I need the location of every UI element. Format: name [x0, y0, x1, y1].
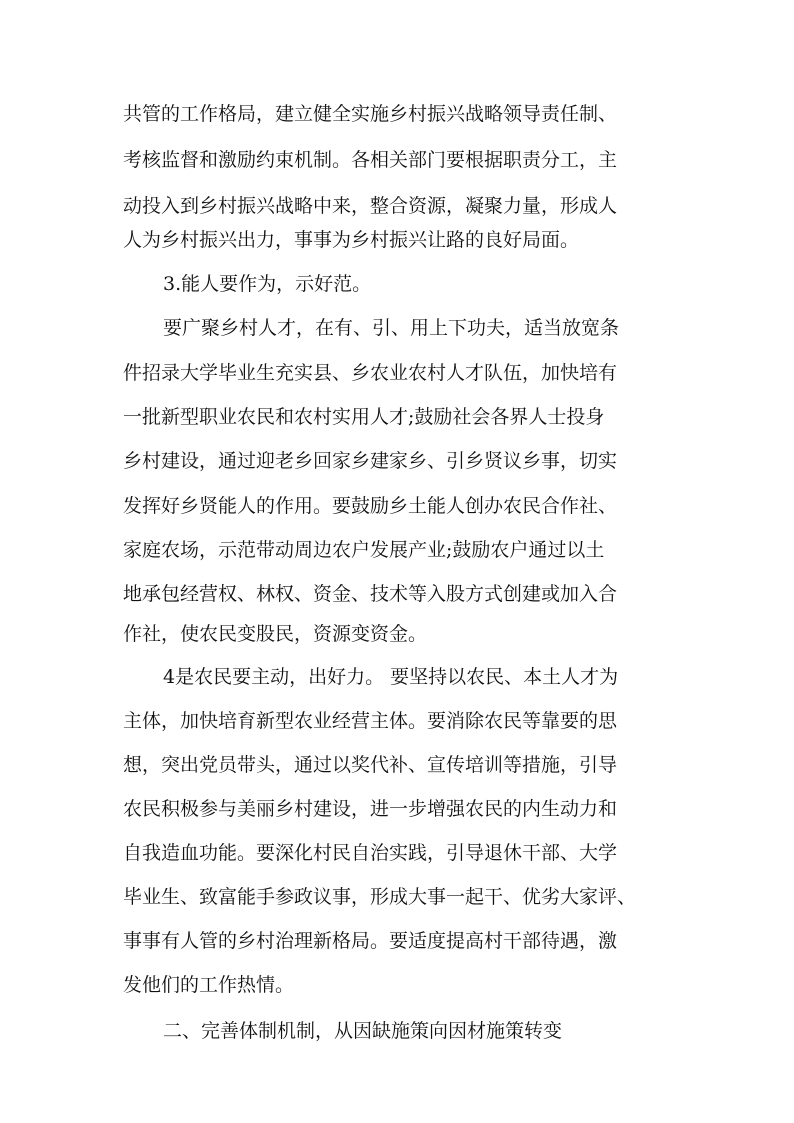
- body-text-line: 要广聚乡村人才，在有、引、用上下功夫，适当放宽条: [163, 317, 620, 339]
- body-text-line: 件招录大学毕业生充实县、乡农业农村人才队伍，加快培有: [123, 362, 618, 384]
- body-text-line: 考核监督和激励约束机制。各相关部门要根据职责分工，主: [123, 149, 618, 171]
- body-text-line: 发挥好乡贤能人的作用。要鼓励乡土能人创办农民合作社、: [123, 495, 618, 517]
- body-text-line: 地承包经营权、林权、资金、技术等入股方式创建或加入合: [123, 583, 618, 605]
- body-text-line: 事事有人管的乡村治理新格局。要适度提高村干部待遇，激: [123, 930, 618, 952]
- body-text-line: 作社，使农民变股民，资源变资金。: [123, 623, 428, 645]
- body-text-line: 主体，加快培育新型农业经营主体。要消除农民等靠要的思: [123, 710, 618, 732]
- body-text-line: 想，突出党员带头，通过以奖代补、宣传培训等措施，引导: [123, 754, 618, 776]
- body-text-line: 共管的工作格局，建立健全实施乡村振兴战略领导责任制、: [123, 103, 618, 125]
- body-text-line: 毕业生、致富能手参政议事，形成大事一起干、优劣大家评、: [123, 886, 637, 908]
- body-text-line: 农民积极参与美丽乡村建设，进一步增强农民的内生动力和: [123, 798, 618, 820]
- body-text-line: 乡村建设，通过迎老乡回家乡建家乡、引乡贤议乡事，切实: [123, 450, 618, 472]
- section-heading: 4是农民要主动，出好力。 要坚持以农民、本土人才为: [163, 666, 619, 688]
- body-text-line: 一批新型职业农民和农村实用人才;鼓励社会各界人士投身: [123, 406, 605, 428]
- section-heading: 二、完善体制机制，从因缺施策向因材施策转变: [163, 1020, 563, 1042]
- body-text-line: 发他们的工作热情。: [123, 974, 295, 996]
- body-text-line: 人为乡村振兴出力，事事为乡村振兴让路的良好局面。: [123, 229, 580, 251]
- section-heading: 3.能人要作为，示好范。: [163, 273, 372, 295]
- body-text-line: 动投入到乡村振兴战略中来，整合资源，凝聚力量，形成人: [123, 195, 618, 217]
- body-text-line: 自我造血功能。要深化村民自治实践，引导退休干部、大学: [123, 842, 618, 864]
- body-text-line: 家庭农场，示范带动周边农户发展产业;鼓励农户通过以土: [123, 539, 605, 561]
